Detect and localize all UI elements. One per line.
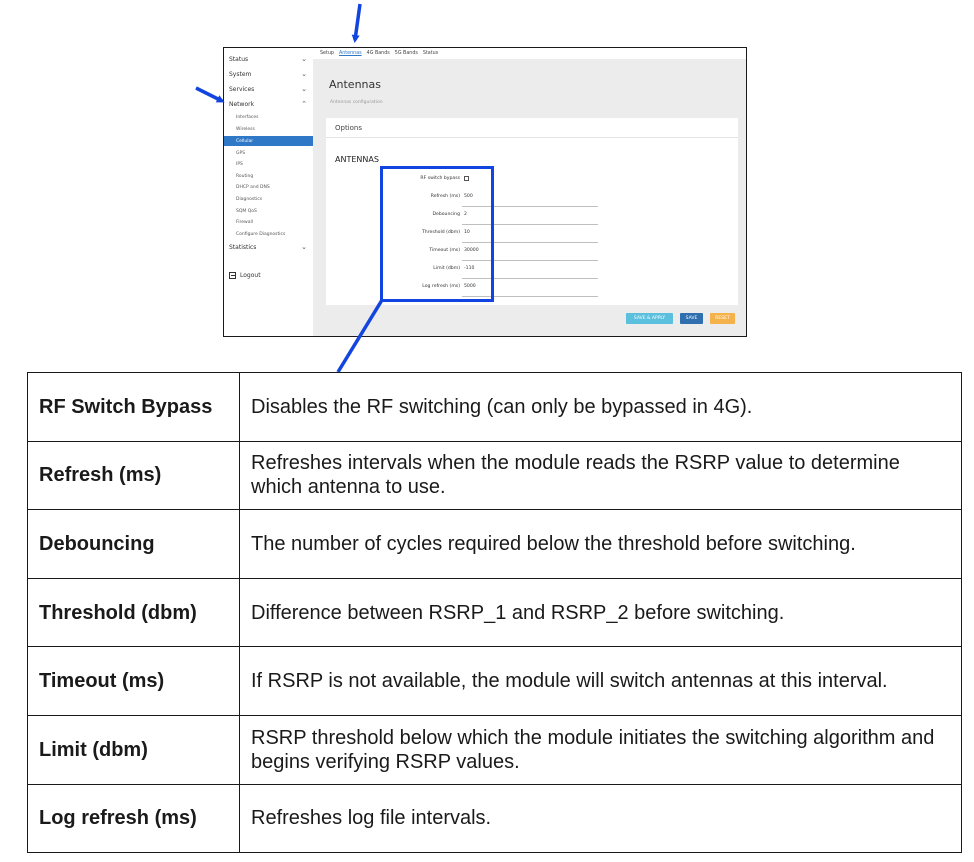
highlight-box <box>380 166 494 302</box>
field-label: Timeout (ms) <box>429 248 460 253</box>
chevron-down-icon: ⌄ <box>301 70 307 78</box>
save-button[interactable]: SAVE <box>680 313 703 324</box>
log-refresh-input[interactable]: 5000 <box>464 284 476 289</box>
chevron-down-icon: ⌄ <box>301 85 307 93</box>
sidebar-subitem-interfaces[interactable]: Interfaces <box>236 114 259 120</box>
debouncing-input[interactable]: 2 <box>464 212 467 217</box>
tab-bar <box>313 48 746 59</box>
sidebar-item-services[interactable] <box>224 83 313 95</box>
tab-antennas[interactable]: Antennas <box>338 51 362 56</box>
parameter-name: Timeout (ms) <box>28 647 240 716</box>
sidebar-subitem-configure-diagnostics[interactable]: Configure Diagnostics <box>236 231 286 237</box>
sidebar-item-network[interactable] <box>224 98 313 110</box>
field-label: Log refresh (ms) <box>422 284 460 289</box>
sidebar-item-label: Status <box>229 55 249 63</box>
sidebar <box>224 48 313 336</box>
parameter-name: RF Switch Bypass <box>28 373 240 442</box>
limit-input[interactable]: -110 <box>464 266 475 271</box>
sidebar-subitem-diagnostics[interactable]: Diagnostics <box>236 196 263 202</box>
sidebar-item-label: Services <box>229 85 255 93</box>
logout-icon <box>229 272 236 279</box>
sidebar-item-status[interactable] <box>224 53 313 65</box>
field-label: Limit (dbm) <box>433 266 460 271</box>
sidebar-subitem-routing[interactable]: Routing <box>236 173 254 179</box>
table-row <box>28 510 962 579</box>
parameter-table <box>27 372 962 853</box>
parameter-name: Log refresh (ms) <box>28 784 240 853</box>
save-apply-button[interactable]: SAVE & APPLY <box>626 313 673 324</box>
reset-button[interactable]: RESET <box>710 313 735 324</box>
arrow-to-network-item <box>196 88 222 101</box>
parameter-description: Refreshes log file intervals. <box>240 784 962 853</box>
sidebar-subitem-wireless[interactable]: Wireless <box>236 126 255 132</box>
table-row <box>28 715 962 784</box>
chevron-down-icon: ⌄ <box>301 55 307 63</box>
table-row <box>28 647 962 716</box>
timeout-input[interactable]: 30000 <box>464 248 479 253</box>
parameter-description: Difference between RSRP_1 and RSRP_2 before switching. <box>240 578 962 647</box>
logout-button[interactable] <box>229 272 261 279</box>
main-content <box>313 48 746 336</box>
threshold-input[interactable]: 10 <box>464 230 470 235</box>
field-label: Debouncing <box>432 212 460 217</box>
sidebar-subitem-firewall[interactable]: Firewall <box>236 219 253 225</box>
table-row <box>28 578 962 647</box>
chevron-down-icon: ⌄ <box>301 243 307 251</box>
tab-4g-bands[interactable]: 4G Bands <box>366 51 390 56</box>
parameter-description: RSRP threshold below which the module initiates the switching algorithm and begins verifying RSRP values. <box>240 715 962 784</box>
sidebar-item-label: Statistics <box>229 243 257 251</box>
parameter-description: Refreshes intervals when the module reads the RSRP value to determine which antenna to use. <box>240 441 962 510</box>
arrow-to-antennas-tab <box>355 4 360 40</box>
sidebar-item-label: Network <box>229 100 255 108</box>
table-row <box>28 784 962 853</box>
parameter-description: The number of cycles required below the threshold before switching. <box>240 510 962 579</box>
sidebar-subitem-cellular[interactable]: Cellular <box>224 136 313 146</box>
parameter-description: Disables the RF switching (can only be bypassed in 4G). <box>240 373 962 442</box>
refresh-input[interactable]: 500 <box>464 194 473 199</box>
page-subtitle: Antennas configuration <box>330 100 383 105</box>
sidebar-subitem-ips[interactable]: IPS <box>236 161 243 167</box>
parameter-name: Limit (dbm) <box>28 715 240 784</box>
section-title: ANTENNAS <box>335 155 379 164</box>
sidebar-subitem-gps[interactable]: GPS <box>236 150 246 156</box>
sidebar-item-label: System <box>229 70 252 78</box>
tab-setup[interactable]: Setup <box>320 51 334 56</box>
sidebar-item-system[interactable] <box>224 68 313 80</box>
field-label: Refresh (ms) <box>430 194 460 199</box>
sidebar-subitem-dhcp-dns[interactable]: DHCP and DNS <box>236 184 270 190</box>
card-header: Options <box>326 118 738 138</box>
parameter-description: If RSRP is not available, the module will switch antennas at this interval. <box>240 647 962 716</box>
page-title: Antennas <box>329 78 381 91</box>
parameter-name: Threshold (dbm) <box>28 578 240 647</box>
sidebar-subitem-sqm-qos[interactable]: SQM QoS <box>236 208 257 214</box>
table-row <box>28 373 962 442</box>
field-label: Threshold (dbm) <box>422 230 460 235</box>
parameter-name: Debouncing <box>28 510 240 579</box>
field-label: RF switch bypass <box>420 176 460 181</box>
tab-status[interactable]: Status <box>422 51 439 56</box>
table-row <box>28 441 962 510</box>
sidebar-item-statistics[interactable] <box>224 241 313 253</box>
logout-label: Logout <box>240 272 261 279</box>
parameter-name: Refresh (ms) <box>28 441 240 510</box>
tab-5g-bands[interactable]: 5G Bands <box>394 51 418 56</box>
chevron-up-icon: ⌃ <box>301 100 307 108</box>
